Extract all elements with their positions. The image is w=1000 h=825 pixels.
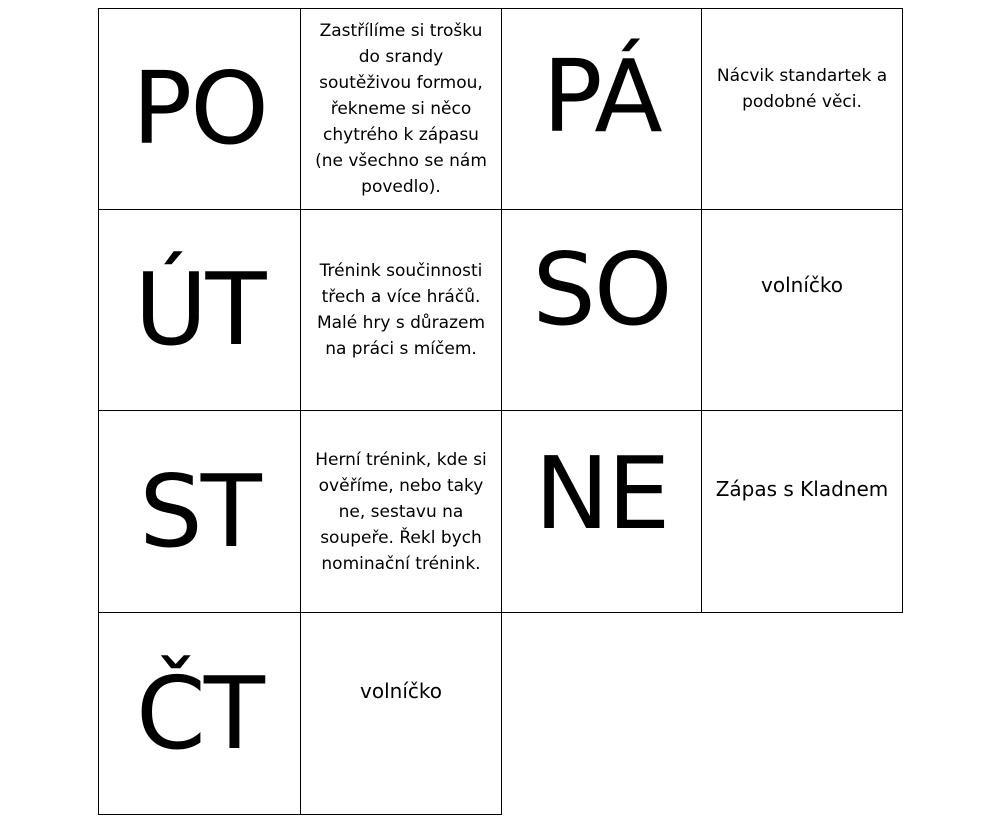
day-label-pa: PÁ (542, 37, 661, 155)
day-label-ne: NE (534, 434, 669, 552)
day-description-ne: Zápas s Kladnem (715, 476, 889, 501)
day-label-st: ST (139, 452, 260, 570)
grid-line (902, 8, 903, 613)
day-description-st: Herní trénink, kde si ověříme, nebo taky ne, sestavu na soupeře. Řekl bych nominační trénink. (315, 449, 487, 574)
day-label-ct: ČT (136, 654, 263, 772)
day-label-so: SO (532, 231, 671, 348)
day-description-po: Zastřílíme si trošku do srandy soutěživou formou, řekneme si něco chytrého k zápasu (ne všechno se nám povedlo). (315, 21, 487, 197)
day-label-po: PO (131, 50, 267, 167)
day-description-ut: Trénink součinnosti třech a více hráčů. Malé hry s důrazem na práci s míčem. (316, 261, 486, 359)
day-description-pa: Nácvik standartek a podobné věci. (716, 66, 888, 112)
day-description-ct: volníčko (360, 678, 442, 703)
day-label-ut: ÚT (134, 251, 265, 368)
day-description-so: volníčko (761, 273, 843, 297)
